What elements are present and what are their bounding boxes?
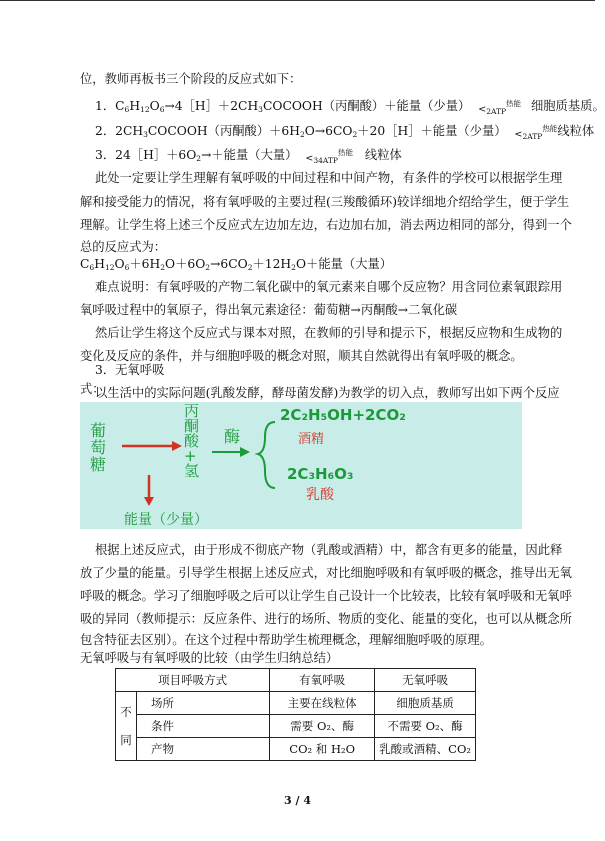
paragraph-line: 呼吸的概念。学习了细胞呼吸之后可以让学生自己设计一个比较表，比较有氧呼吸和无氧呼	[80, 589, 572, 603]
table-header-cell: 无氧呼吸	[375, 669, 476, 692]
paragraph-line: 氧呼吸过程中的氧原子，得出氧元素途径：葡萄糖→丙酮酸→二氧化碳	[80, 303, 458, 317]
header-rule	[0, 0, 595, 1]
paragraph-line: 放了少量的能量。引导学生根据上述反应式，对比细胞呼吸和有氧呼吸的概念，推导出无氧	[80, 566, 572, 580]
pyruvate-label: 丙 酮 酸 + 氢	[184, 402, 200, 480]
paragraph-line: 吸的异同（教师提示：反应条件、进行的场所、物质的变化、能量的变化，也可以从概念所	[80, 612, 572, 626]
table-header-row	[116, 669, 476, 692]
group-cell: 不 同	[116, 692, 137, 761]
comparison-table	[115, 668, 476, 761]
table-cell: 主要在线粒体	[270, 692, 375, 715]
glucose-label: 葡 萄 糖	[90, 421, 107, 474]
reaction-3: 3．$24[H]+6O_2\to+$能量（大量） $<_{34ATP}^{热能}$ 线粒体	[95, 148, 402, 165]
paragraph-line: 然后让学生将这个反应式与课本对照，在教师的引导和提示下，根据反应物和生成物的	[95, 326, 563, 340]
anaerobic-reaction-figure	[80, 402, 522, 529]
paragraph-line: 理解。让学生将上述三个反应式左边加左边，右边加右加，消去两边相同的部分，得到一个	[80, 218, 572, 232]
paragraph-line: 此处一定要让学生理解有氧呼吸的中间过程和中间产物，有条件的学校可以根据学生理	[95, 171, 563, 185]
reaction-1: 1．$C_6H_{12}O_6\to 4[H]+2CH_3COCOOH$（丙酮酸）＋能量（少量） $<_{2ATP}^{热能}$ 细胞质基质。	[95, 99, 605, 116]
table-header-cell: 项目呼吸方式	[116, 669, 270, 692]
page-number: 3 / 4	[284, 794, 311, 807]
enzyme-label: 酶	[224, 427, 241, 446]
table-caption: 无氧呼吸与有氧呼吸的比较（由学生归纳总结）	[80, 651, 339, 665]
table-cell: 乳酸或酒精、CO₂	[375, 738, 476, 761]
paragraph-line: 变化及反应的条件，并与细胞呼吸的概念对照，顺其自然就得出有氧呼吸的概念。	[80, 349, 523, 363]
energy-label: 能量（少量）	[124, 512, 208, 528]
paragraph-line: 式：	[80, 382, 105, 396]
paragraph-line: 包含特征去区别）。在这个过程中帮助学生梳理概念，理解细胞呼吸的原理。	[80, 633, 492, 647]
table-cell: 产物	[137, 738, 270, 761]
paragraph-line: 解和接受能力的情况，将有氧呼吸的主要过程(三羧酸循环)较详细地介绍给学生，便于学生	[80, 195, 570, 209]
table-row	[116, 715, 476, 738]
lactic-label: 乳酸	[306, 487, 334, 503]
table-cell: 需要 O₂、酶	[270, 715, 375, 738]
lactic-equation: 2C₃H₆O₃	[287, 465, 354, 483]
table-cell: 不需要 O₂、酶	[375, 715, 476, 738]
table-cell: 条件	[137, 715, 270, 738]
table-row	[116, 692, 476, 715]
paragraph-line: 总的反应式为：	[80, 240, 167, 254]
table-row	[116, 738, 476, 761]
paragraph-line: 以生活中的实际问题(乳酸发酵，酵母菌发酵)为教学的切入点，教师写出如下两个反应	[95, 386, 560, 400]
table-header-cell: 有氧呼吸	[270, 669, 375, 692]
reaction-2: 2．$2CH_3COCOOH$（丙酮酸）$+6H_2O\to 6CO_2+20[H]+$能量（少量） $<_{2ATP}^{热能}$线粒体	[95, 124, 595, 141]
intro-line: 位，教师再板书三个阶段的反应式如下：	[80, 72, 302, 86]
table-cell: 细胞质基质	[375, 692, 476, 715]
table-cell: CO₂ 和 H₂O	[270, 738, 375, 761]
table-cell: 场所	[137, 692, 270, 715]
total-equation: $C_6H_{12}O_6+6H_2O+6O_2\to 6CO_2+12H_2O+$能量（大量）	[80, 257, 393, 272]
ethanol-equation: 2C₂H₅OH+2CO₂	[280, 406, 406, 424]
ethanol-label: 酒精	[298, 432, 325, 447]
section-heading: 3．无氧呼吸	[95, 363, 165, 377]
paragraph-line: 根据上述反应式，由于形成不彻底产物（乳酸或酒精）中，都含有更多的能量，因此释	[95, 543, 563, 557]
paragraph-line: 难点说明：有氧呼吸的产物二氧化碳中的氧元素来自哪个反应物？用含同位素氧跟踪用	[95, 280, 563, 294]
